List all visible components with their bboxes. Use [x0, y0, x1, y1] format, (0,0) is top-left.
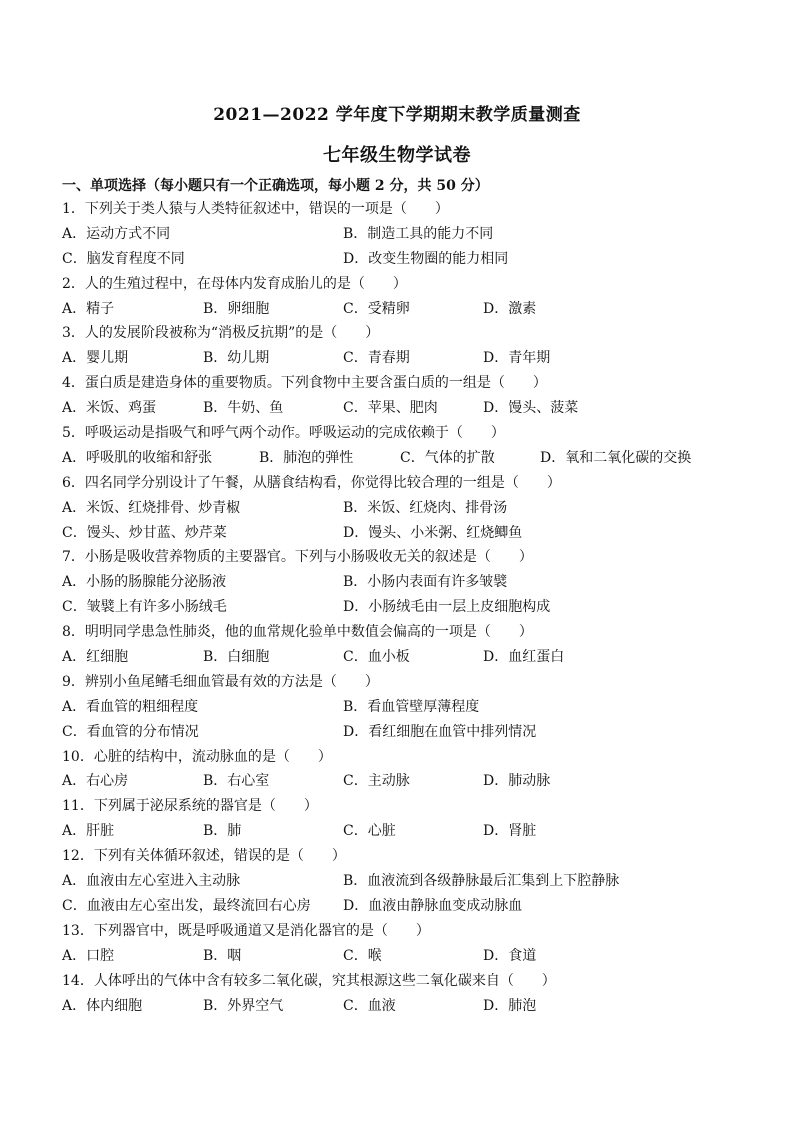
answer-option: C．血液由左心室出发，最终流回右心房 — [62, 897, 311, 914]
option-row — [62, 894, 742, 919]
answer-option: D．氧和二氧化碳的交换 — [540, 449, 692, 466]
answer-option: A．红细胞 — [62, 649, 129, 666]
answer-option: C．主动脉 — [343, 773, 410, 790]
answer-option: A．精子 — [62, 300, 115, 317]
exam-title: 2021—2022 学年度下学期期末教学质量测查 — [213, 105, 581, 125]
answer-option: C．血液 — [343, 997, 396, 1014]
answer-option: C．喉 — [343, 947, 382, 964]
question-item — [62, 197, 742, 272]
option-row — [62, 645, 742, 670]
answer-option: B．制造工具的能力不同 — [343, 225, 494, 242]
option-row — [62, 720, 742, 745]
option-row — [62, 994, 742, 1019]
option-row — [62, 446, 742, 471]
answer-option: B．小肠内表面有许多皱襞 — [343, 574, 508, 591]
answer-option: A．口腔 — [62, 947, 115, 964]
answer-option: D．血液由静脉血变成动脉血 — [343, 897, 523, 914]
question-stem: 11．下列属于泌尿系统的器官是（ ） — [62, 798, 318, 815]
option-row — [62, 222, 742, 247]
question-stem: 3．人的发展阶段被称为“消极反抗期”的是（ ） — [62, 325, 380, 342]
answer-option: D．馒头、小米粥、红烧鲫鱼 — [343, 524, 523, 541]
answer-option: D．肺动脉 — [483, 773, 551, 790]
question-item — [62, 794, 742, 844]
question-item — [62, 620, 742, 670]
option-row — [62, 496, 742, 521]
answer-option: A．看血管的粗细程度 — [62, 698, 199, 715]
answer-option: B．看血管壁厚薄程度 — [343, 698, 480, 715]
answer-option: A．米饭、红烧排骨、炒青椒 — [62, 499, 241, 516]
answer-option: C．苹果、肥肉 — [343, 400, 438, 417]
answer-option: B．肺 — [203, 823, 242, 840]
question-item — [62, 471, 742, 546]
answer-option: D．小肠绒毛由一层上皮细胞构成 — [343, 599, 551, 616]
question-item — [62, 371, 742, 421]
answer-option: D．食道 — [483, 947, 537, 964]
answer-option: D．血红蛋白 — [483, 649, 565, 666]
answer-option: B．肺泡的弹性 — [259, 449, 354, 466]
option-row — [62, 396, 742, 421]
option-row — [62, 521, 742, 546]
answer-option: A．肝脏 — [62, 823, 115, 840]
answer-option: C．馒头、炒甘蓝、炒芹菜 — [62, 524, 227, 541]
question-stem: 1．下列关于类人猿与人类特征叙述中，错误的一项是（ ） — [62, 201, 449, 217]
answer-option: C．皱襞上有许多小肠绒毛 — [62, 599, 227, 616]
answer-option: B．血液流到各级静脉最后汇集到上下腔静脉 — [343, 873, 620, 890]
answer-option: D．改变生物圈的能力相同 — [343, 250, 509, 267]
question-stem: 10．心脏的结构中，流动脉血的是（ ） — [62, 748, 332, 765]
answer-option: B．外界空气 — [203, 997, 284, 1014]
answer-option: A．米饭、鸡蛋 — [62, 400, 157, 417]
question-stem: 12．下列有关体循环叙述，错误的是（ ） — [62, 848, 346, 865]
answer-option: A．右心房 — [62, 773, 129, 790]
question-stem: 7．小肠是吸收营养物质的主要器官。下列与小肠吸收无关的叙述是（ ） — [62, 549, 533, 566]
answer-option: A．婴儿期 — [62, 350, 129, 367]
answer-option: B．米饭、红烧肉、排骨汤 — [343, 499, 508, 516]
answer-option: B．幼儿期 — [203, 350, 270, 367]
question-item — [62, 545, 742, 620]
answer-option: C．血小板 — [343, 649, 410, 666]
answer-option: D．青年期 — [483, 350, 551, 367]
option-row — [62, 819, 742, 844]
answer-option: B．右心室 — [203, 773, 270, 790]
answer-option: B．白细胞 — [203, 649, 270, 666]
question-item — [62, 745, 742, 795]
answer-option: B．咽 — [203, 947, 242, 964]
answer-option: D．激素 — [483, 300, 537, 317]
section-heading: 一、单项选择（每小题只有一个正确选项，每小题 2 分，共 50 分） — [62, 178, 489, 194]
answer-option: A．运动方式不同 — [62, 225, 171, 242]
question-item — [62, 272, 742, 322]
question-stem: 8．明明同学患急性肺炎，他的血常规化验单中数值会偏高的一项是（ ） — [62, 624, 533, 641]
question-item — [62, 421, 742, 471]
question-list — [62, 197, 742, 1018]
question-stem: 5．呼吸运动是指吸气和呼气两个动作。呼吸运动的完成依赖于（ ） — [62, 425, 505, 442]
answer-option: B．卵细胞 — [203, 300, 270, 317]
option-row — [62, 769, 742, 794]
answer-option: D．看红细胞在血管中排列情况 — [343, 723, 537, 740]
question-item — [62, 919, 742, 969]
option-row — [62, 869, 742, 894]
option-row — [62, 346, 742, 371]
question-item — [62, 969, 742, 1019]
answer-option: B．牛奶、鱼 — [203, 400, 284, 417]
answer-option: C．看血管的分布情况 — [62, 723, 199, 740]
answer-option: D．肺泡 — [483, 997, 537, 1014]
question-stem: 2．人的生殖过程中，在母体内发育成胎儿的是（ ） — [62, 275, 407, 292]
question-stem: 13．下列器官中，既是呼吸通道又是消化器官的是（ ） — [62, 922, 430, 939]
option-row — [62, 944, 742, 969]
answer-option: C．心脏 — [343, 823, 396, 840]
answer-option: A．体内细胞 — [62, 997, 143, 1014]
answer-option: C．受精卵 — [343, 300, 410, 317]
answer-option: D．馒头、菠菜 — [483, 400, 579, 417]
question-stem: 9．辨别小鱼尾鳍毛细血管最有效的方法是（ ） — [62, 673, 379, 690]
option-row — [62, 247, 742, 272]
question-item — [62, 670, 742, 745]
option-row — [62, 570, 742, 595]
answer-option: A．呼吸肌的收缩和舒张 — [62, 449, 213, 466]
answer-option: A．小肠的肠腺能分泌肠液 — [62, 574, 227, 591]
answer-option: C．青春期 — [343, 350, 410, 367]
option-row — [62, 297, 742, 322]
answer-option: A．血液由左心室进入主动脉 — [62, 873, 241, 890]
answer-option: C．脑发育程度不同 — [62, 250, 185, 267]
question-stem: 14．人体呼出的气体中含有较多二氧化碳，究其根源这些二氧化碳来自（ ） — [62, 972, 556, 989]
question-item — [62, 321, 742, 371]
answer-option: C．气体的扩散 — [400, 449, 495, 466]
question-stem: 6．四名同学分别设计了午餐，从膳食结构看，你觉得比较合理的一组是（ ） — [62, 474, 561, 491]
question-item — [62, 844, 742, 919]
question-stem: 4．蛋白质是建造身体的重要物质。下列食物中主要含蛋白质的一组是（ ） — [62, 375, 547, 392]
answer-option: D．肾脏 — [483, 823, 537, 840]
option-row — [62, 695, 742, 720]
option-row — [62, 595, 742, 620]
exam-subtitle: 七年级生物学试卷 — [323, 145, 471, 166]
